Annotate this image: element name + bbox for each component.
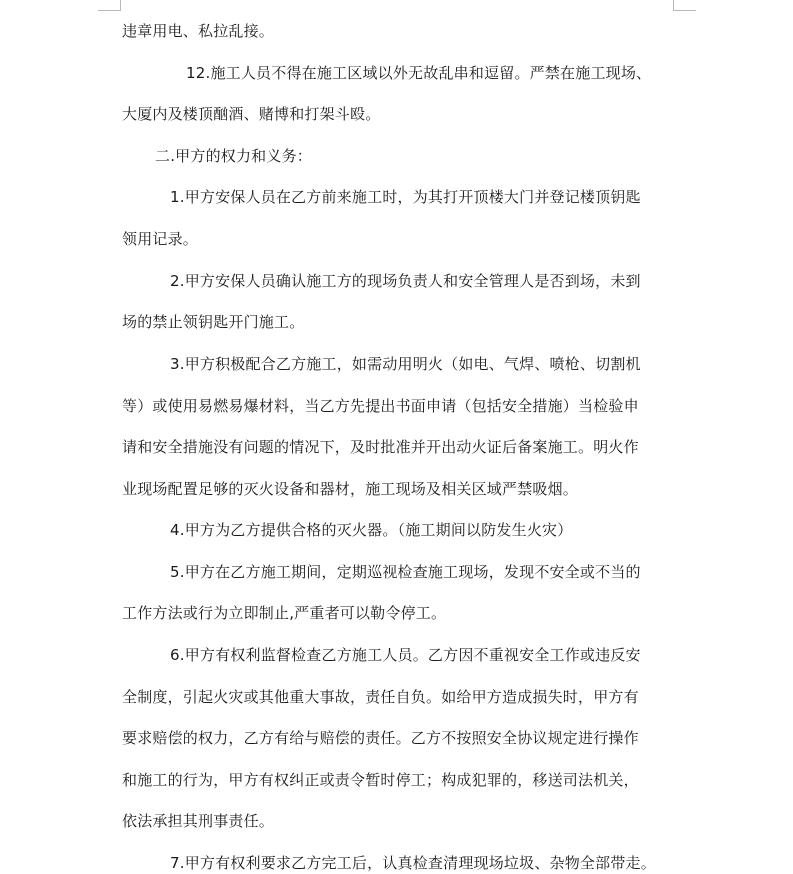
crop-mark-top-right bbox=[673, 0, 696, 11]
section-heading: 二.甲方的权力和义务： bbox=[155, 147, 312, 165]
text-line: 要求赔偿的权力，乙方有给与赔偿的责任。乙方不按照安全协议规定进行操作 bbox=[122, 729, 639, 747]
text-line: 违章用电、私拉乱接。 bbox=[122, 22, 275, 40]
text-line: 大厦内及楼顶酗酒、赌博和打架斗殴。 bbox=[122, 105, 381, 123]
text-line: 5.甲方在乙方施工期间，定期巡视检查施工现场，发现不安全或不当的 bbox=[170, 563, 641, 581]
text-line: 领用记录。 bbox=[122, 230, 199, 248]
text-line: 工作方法或行为立即制止,严重者可以勒令停工。 bbox=[122, 604, 447, 622]
text-line: 12.施工人员不得在施工区域以外无故乱串和逗留。严禁在施工现场、 bbox=[186, 64, 652, 82]
text-line: 3.甲方积极配合乙方施工，如需动用明火（如电、气焊、喷枪、切割机 bbox=[170, 355, 641, 373]
text-line: 业现场配置足够的灭火设备和器材，施工现场及相关区域严禁吸烟。 bbox=[122, 480, 579, 498]
text-line: 1.甲方安保人员在乙方前来施工时，为其打开顶楼大门并登记楼顶钥匙 bbox=[170, 188, 641, 206]
text-line: 2.甲方安保人员确认施工方的现场负责人和安全管理人是否到场，未到 bbox=[170, 272, 641, 290]
text-line: 和施工的行为，甲方有权纠正或责令暂时停工；构成犯罪的，移送司法机关， bbox=[122, 771, 639, 789]
text-line: 7.甲方有权利要求乙方完工后，认真检查清理现场垃圾、杂物全部带走。 bbox=[170, 854, 656, 872]
crop-mark-top-left bbox=[98, 0, 121, 11]
text-line: 依法承担其刑事责任。 bbox=[122, 812, 275, 830]
text-line: 请和安全措施没有问题的情况下，及时批准并开出动火证后备案施工。明火作 bbox=[122, 438, 639, 456]
text-line: 4.甲方为乙方提供合格的灭火器。（施工期间以防发生火灾） bbox=[170, 521, 573, 539]
text-line: 等）或使用易燃易爆材料，当乙方先提出书面申请（包括安全措施）当检验申 bbox=[122, 397, 639, 415]
text-line: 6.甲方有权利监督检查乙方施工人员。乙方因不重视安全工作或违反安 bbox=[170, 646, 641, 664]
text-line: 全制度，引起火灾或其他重大事故，责任自负。如给甲方造成损失时，甲方有 bbox=[122, 688, 639, 706]
text-line: 场的禁止领钥匙开门施工。 bbox=[122, 313, 305, 331]
